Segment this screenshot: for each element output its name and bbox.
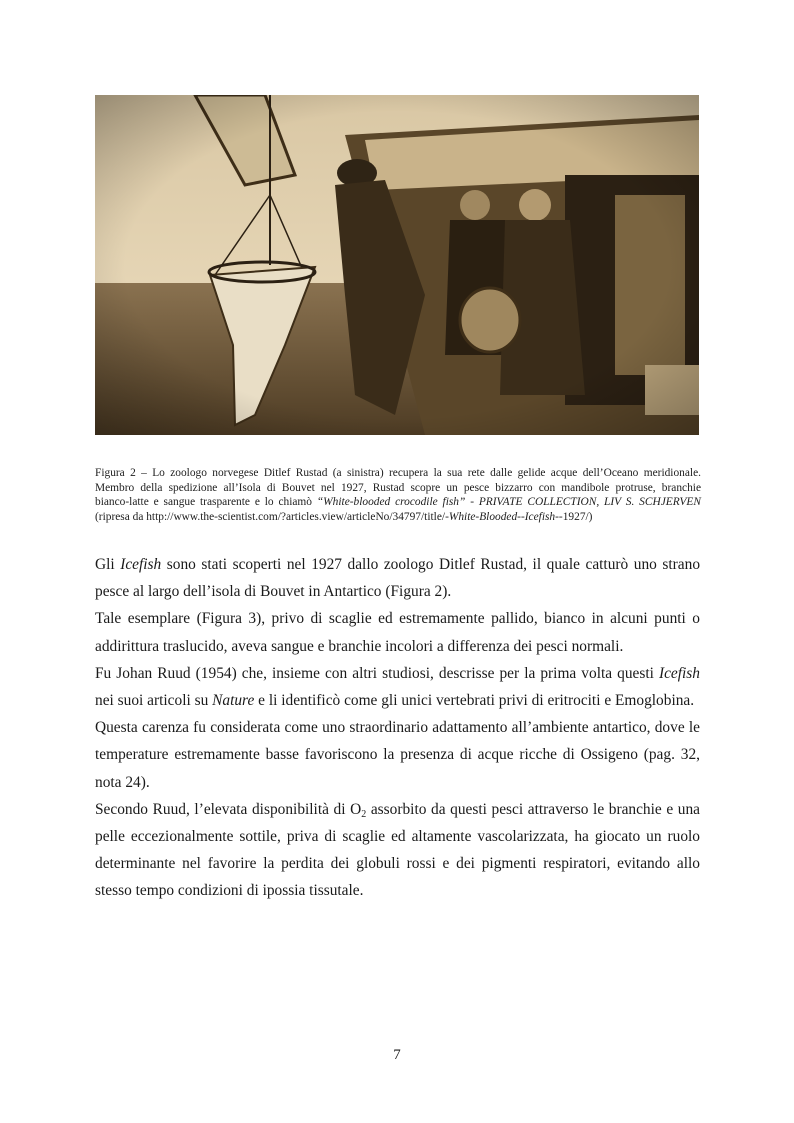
paragraph-3 — [95, 660, 700, 714]
paragraph-4: Questa carenza fu considerata come uno straordinario adattamento all’ambiente antartico, dove le temperature estremamente basse favoriscono la presenza di acque ricche di Ossigeno (pag. 32, nota 24). — [95, 719, 700, 791]
p1-icefish: Icefish — [120, 556, 162, 573]
caption-credit: “White-blooded crocodile fish” - PRIVATE COLLECTION, LIV S. SCHJERVEN — [316, 496, 701, 509]
p3-text-a: Fu Johan Ruud (1954) che, insieme con altri studiosi, descrisse per la prima volta questi — [95, 664, 659, 682]
vintage-ship-photo — [95, 95, 699, 435]
caption-line-2: Membro della spedizione all’Isola di Bouvet nel 1927, Rustad scopre un pesce bizzarro con mandibole protruse, branchie — [95, 481, 701, 494]
p1-text-b: sono stati scoperti nel 1927 dallo zoologo Ditlef Rustad, il quale catturò uno strano pesce al largo dell’isola di Bouvet in Antartico (Figura 2). — [95, 556, 701, 601]
caption-line-4 — [95, 510, 701, 525]
p3-icefish: Icefish — [658, 664, 700, 682]
paragraph-2: Tale esemplare (Figura 3), privo di scaglie ed estremamente pallido, bianco in alcuni punti o addirittura traslucido, aveva sangue e branchie incolori a differenza dei pesci normali. — [95, 610, 700, 655]
body-text — [95, 551, 700, 905]
page-number: 7 — [393, 1047, 401, 1063]
p3-text-c: e li identificò come gli unici vertebrati privi di eritrociti e Emoglobina. — [254, 692, 695, 710]
caption-line-3-text: bianco-latte e sangue trasparente e lo chiamò — [95, 496, 317, 509]
p5-text-b: assorbito da questi pesci attraverso le branchie e una pelle eccezionalmente sottile, priva di scaglie ed altamente vascolarizzata, ha giocato un ruolo determinante nel favorire la perdita dei globuli rossi e dei pigmenti respiratori, evitando allo stesso tempo condizioni di ipossia tissutale. — [95, 800, 701, 900]
caption-line-1: Figura 2 – Lo zoologo norvegese Ditlef Rustad (a sinistra) recupera la sua rete dalle gelide acque dell’Oceano meridionale. — [95, 467, 701, 479]
paragraph-5 — [95, 796, 700, 905]
caption-source-url-italic: -White-Blooded--Icefish — [445, 510, 556, 523]
paragraph-1 — [95, 551, 700, 605]
p3-text-b: nei suoi articoli su — [95, 692, 213, 710]
p3-nature: Nature — [212, 692, 255, 710]
caption-line-3 — [95, 495, 701, 510]
figure-photo — [95, 95, 699, 435]
p5-subscript: 2 — [361, 808, 367, 820]
p5-text-a: Secondo Ruud, l’elevata disponibilità di O — [95, 800, 362, 818]
caption-source-url-end: --1927/) — [555, 510, 593, 523]
p1-text-a: Gli — [95, 556, 121, 573]
caption-source-url: (ripresa da http://www.the-scientist.com/?articles.view/articleNo/34797/title/ — [95, 510, 446, 523]
figure-caption — [95, 466, 701, 524]
